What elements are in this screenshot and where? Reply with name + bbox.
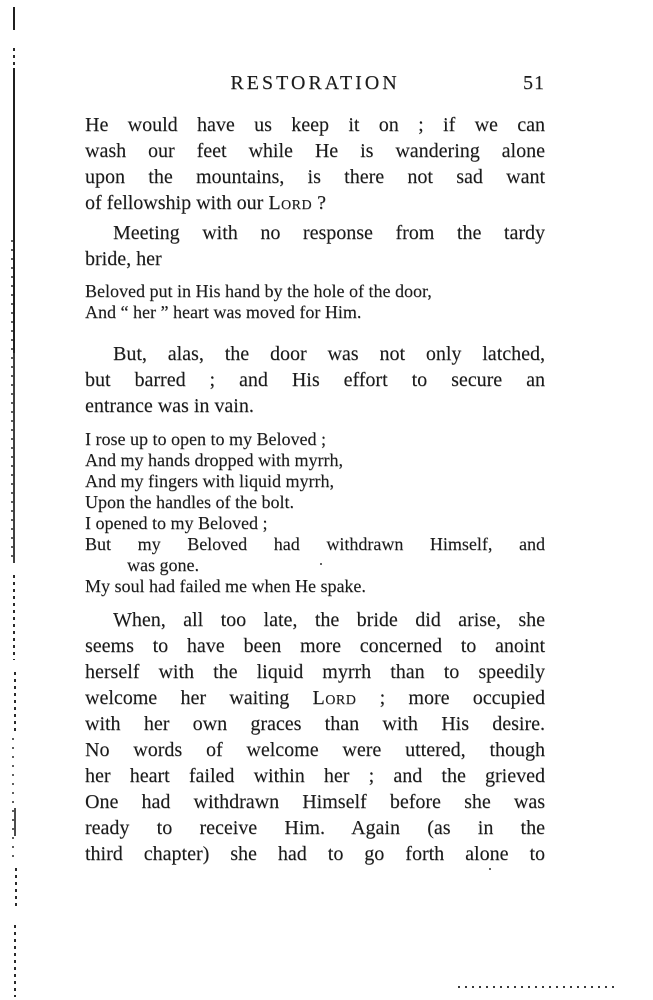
text-line: Upon the handles of the bolt.	[85, 492, 294, 512]
paragraph-meeting	[85, 220, 545, 272]
text-line: third chapter) she had to go forth alone to	[85, 843, 545, 865]
text-line: He would have us keep it on ; if we can	[85, 114, 545, 136]
text-column	[85, 0, 545, 867]
paragraph-alas	[85, 341, 545, 419]
scan-mark	[13, 7, 15, 30]
scan-mark	[13, 68, 15, 353]
text-line: wash our feet while He is wandering alone	[85, 140, 545, 162]
scan-dotted-line-artifact	[458, 986, 618, 988]
scan-mark	[14, 672, 16, 732]
text-line: welcome her waiting Lord ; more occupied	[85, 687, 545, 709]
text-line: But my Beloved had withdrawn Himself, and	[85, 534, 545, 554]
paragraph-intro	[85, 112, 545, 216]
scan-mark	[12, 738, 14, 863]
text-line: No words of welcome were uttered, though	[85, 739, 545, 761]
scan-speckle	[320, 563, 322, 565]
text-line: And my fingers with liquid myrrh,	[85, 471, 334, 491]
text-line: When, all too late, the bride did arise, she	[113, 609, 545, 631]
text-line: seems to have been more concerned to anoint	[85, 635, 545, 657]
text-line: My soul had failed me when He spake.	[85, 576, 366, 596]
scan-mark	[15, 868, 17, 908]
text-line: Beloved put in His hand by the hole of the door,	[85, 281, 432, 301]
text-line: of fellowship with our Lord ?	[85, 192, 326, 214]
text-line: And my hands dropped with myrrh,	[85, 450, 343, 470]
paragraph-closing	[85, 607, 545, 867]
text-line: entrance was in vain.	[85, 395, 254, 417]
text-line: Meeting with no response from the tardy	[113, 222, 545, 244]
running-head-title: RESTORATION	[230, 72, 400, 94]
verse-quote-2	[85, 429, 545, 597]
text-line: was gone.	[127, 555, 199, 575]
text-line: bride, her	[85, 248, 162, 270]
page-header	[85, 70, 545, 96]
scan-mark	[14, 925, 16, 997]
text-line: One had withdrawn Himself before she was	[85, 791, 545, 813]
verse-quote-1	[85, 281, 545, 323]
text-line: And “ her ” heart was moved for Him.	[85, 302, 362, 322]
text-line: herself with the liquid myrrh than to speedily	[85, 661, 545, 683]
page-number: 51	[523, 72, 545, 94]
scan-mark	[14, 808, 16, 836]
scan-mark	[13, 48, 15, 66]
scan-mark	[13, 353, 15, 563]
text-line: I opened to my Beloved ;	[85, 513, 268, 533]
text-line: with her own graces than with His desire.	[85, 713, 545, 735]
text-line: ready to receive Him. Again (as in the	[85, 817, 545, 839]
text-line: upon the mountains, is there not sad want	[85, 166, 545, 188]
scan-mark	[13, 575, 15, 660]
scan-speckle	[489, 868, 491, 870]
text-line: But, alas, the door was not only latched,	[113, 343, 545, 365]
text-line: her heart failed within her ; and the grieved	[85, 765, 545, 787]
text-line: but barred ; and His effort to secure an	[85, 369, 545, 391]
text-line: I rose up to open to my Beloved ;	[85, 429, 326, 449]
